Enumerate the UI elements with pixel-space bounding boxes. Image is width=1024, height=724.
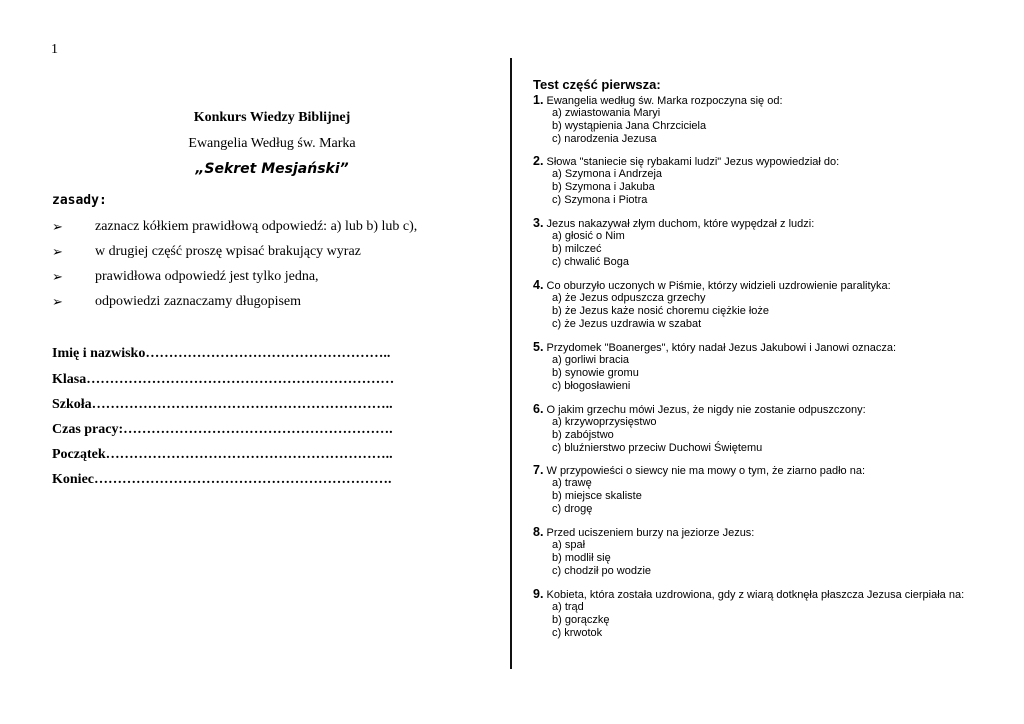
page-divider [510, 58, 512, 669]
gospel-subtitle: Ewangelia Według św. Marka [188, 136, 356, 151]
answer-option[interactable]: a) gorliwi bracia [552, 354, 630, 366]
end-time-field[interactable]: Koniec………………………………………………………. [52, 472, 392, 487]
question-text: O jakim grzechu mówi Jezus, że nigdy nie zostanie odpuszczony: [546, 404, 866, 416]
answer-option[interactable]: c) że Jezus uzdrawia w szabat [552, 318, 702, 330]
rule-item [52, 294, 492, 314]
answer-option[interactable]: c) narodzenia Jezusa [552, 133, 657, 145]
page-number: 1 [51, 42, 58, 57]
answer-option[interactable]: c) błogosławieni [552, 380, 631, 392]
answer-option[interactable]: b) modlił się [552, 552, 611, 564]
rule-text: zaznacz kółkiem prawidłową odpowiedź: a) lub b) lub c), [95, 219, 418, 234]
question-6 [533, 402, 1003, 455]
answer-option[interactable]: c) Szymona i Piotra [552, 194, 648, 206]
answer-option[interactable]: c) drogę [552, 503, 593, 515]
answer-option[interactable]: c) krwotok [552, 627, 603, 639]
answer-option[interactable]: a) Szymona i Andrzeja [552, 168, 663, 180]
question-4 [533, 278, 1003, 331]
answer-option[interactable]: b) milczeć [552, 243, 602, 255]
answer-option[interactable]: b) zabójstwo [552, 429, 614, 441]
question-number: 3. [533, 216, 544, 230]
answer-option[interactable]: a) krzywoprzysięstwo [552, 416, 657, 428]
duration-field[interactable]: Czas pracy:…………………………………………………. [52, 422, 393, 437]
answer-option[interactable]: b) że Jezus każe nosić choremu ciężkie łoże [552, 305, 770, 317]
rule-item [52, 269, 492, 289]
question-9 [533, 587, 1003, 640]
answer-option[interactable]: c) chodził po wodzie [552, 565, 652, 577]
answer-option[interactable]: a) że Jezus odpuszcza grzechy [552, 292, 706, 304]
answer-option[interactable]: a) trawę [552, 477, 592, 489]
question-number: 9. [533, 587, 544, 601]
question-text: Jezus nakazywał złym duchom, które wypędzał z ludzi: [546, 218, 815, 230]
answer-option[interactable]: a) głosić o Nim [552, 230, 625, 242]
answer-option[interactable]: a) spał [552, 539, 586, 551]
rule-text: odpowiedzi zaznaczamy długopisem [95, 294, 302, 309]
question-7 [533, 463, 1003, 516]
answer-option[interactable]: b) miejsce skaliste [552, 490, 642, 502]
contest-title: Konkurs Wiedzy Biblijnej [193, 110, 351, 125]
question-text: Przed uciszeniem burzy na jeziorze Jezus: [546, 527, 755, 539]
question-number: 8. [533, 525, 544, 539]
arrow-bullet-icon: ➢ [52, 219, 63, 234]
rule-text: w drugiej część proszę wpisać brakujący wyraz [95, 244, 361, 259]
answer-option[interactable]: a) zwiastowania Maryi [552, 107, 661, 119]
question-3 [533, 216, 1003, 269]
question-text: Kobieta, która została uzdrowiona, gdy z wiarą dotknęła płaszcza Jezusa cierpiała na: [546, 589, 965, 601]
answer-option[interactable]: b) gorączkę [552, 614, 610, 626]
answer-option[interactable]: b) Szymona i Jakuba [552, 181, 655, 193]
question-5 [533, 340, 1003, 393]
rule-item [52, 219, 492, 239]
question-text: Przydomek "Boanerges", który nadał Jezus Jakubowi i Janowi oznacza: [546, 342, 897, 354]
arrow-bullet-icon: ➢ [52, 294, 63, 309]
rule-text: prawidłowa odpowiedź jest tylko jedna, [95, 269, 319, 284]
test-title: Test część pierwsza: [533, 77, 661, 92]
answer-option[interactable]: c) bluźnierstwo przeciw Duchowi Świętemu [552, 442, 763, 454]
answer-option[interactable]: b) synowie gromu [552, 367, 639, 379]
question-number: 4. [533, 278, 544, 292]
question-number: 5. [533, 340, 544, 354]
question-2 [533, 154, 1003, 207]
question-1 [533, 93, 1003, 146]
class-field[interactable]: Klasa………………………………………………………… [52, 372, 395, 387]
answer-option[interactable]: b) wystąpienia Jana Chrzciciela [552, 120, 707, 132]
arrow-bullet-icon: ➢ [52, 269, 63, 284]
answer-option[interactable]: a) trąd [552, 601, 584, 613]
rules-label: zasady: [52, 193, 107, 208]
question-text: W przypowieści o siewcy nie ma mowy o tym, że ziarno padło na: [546, 465, 866, 477]
school-field[interactable]: Szkoła……………………………………………………….. [52, 397, 393, 412]
question-number: 7. [533, 463, 544, 477]
arrow-bullet-icon: ➢ [52, 244, 63, 259]
motto: „Sekret Mesjański” [195, 161, 349, 177]
question-text: Słowa "staniecie się rybakami ludzi" Jezus wypowiedział do: [546, 156, 840, 168]
question-text: Co oburzyło uczonych w Piśmie, którzy widzieli uzdrowienie paralityka: [546, 280, 891, 292]
question-number: 1. [533, 93, 544, 107]
question-number: 6. [533, 402, 544, 416]
question-8 [533, 525, 1003, 578]
question-text: Ewangelia według św. Marka rozpoczyna się od: [546, 95, 783, 107]
question-number: 2. [533, 154, 544, 168]
start-time-field[interactable]: Początek…………………………………………………….. [52, 447, 393, 462]
name-field[interactable]: Imię i nazwisko…………………………………………….. [52, 346, 391, 361]
answer-option[interactable]: c) chwalić Boga [552, 256, 630, 268]
rule-item [52, 244, 492, 264]
